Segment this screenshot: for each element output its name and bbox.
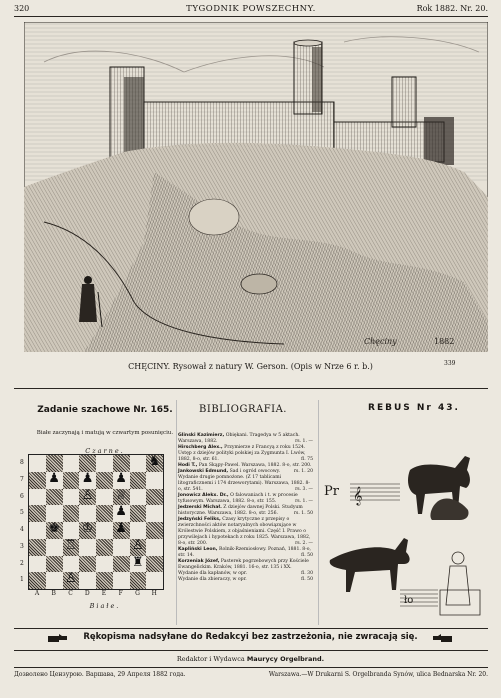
chess-piece: ♙: [81, 487, 94, 503]
entry-author: Glinski Kazimierz,: [178, 433, 225, 438]
entry-text: Obiękani. Tragedya w 5 aktach. Warszawa, 1882.: [178, 433, 300, 444]
file-label: A: [34, 590, 40, 597]
chess-square: [130, 489, 147, 506]
chess-piece: ♖: [65, 537, 77, 553]
chess-piece: ♟: [115, 470, 127, 486]
chess-square: [96, 455, 113, 472]
entry-price: rs. 1. 20: [293, 469, 313, 474]
chess-square: [130, 455, 147, 472]
white-side-label: Białe.: [89, 602, 121, 610]
rank-label: 5: [20, 509, 24, 517]
chess-square: [113, 455, 130, 472]
svg-text:𝄞: 𝄞: [353, 486, 363, 505]
censorship-note: Дозволено Цензурою. Варшава, 29 Апреля 1882 года.: [14, 671, 186, 678]
issue-number: Rok 1882. Nr. 20.: [416, 4, 488, 13]
chess-square: [146, 572, 163, 589]
rank-label: 4: [20, 526, 24, 533]
chess-problem-title: Zadanie szachowe Nr. 165.: [37, 405, 173, 415]
chess-square: [79, 539, 96, 556]
file-label: G: [135, 590, 140, 597]
chess-square: [96, 505, 113, 522]
bibliography-entry: [178, 493, 313, 505]
chess-square: [63, 505, 80, 522]
rebus-syllable-2: ło: [404, 595, 414, 606]
chess-square: [146, 522, 163, 539]
chess-square: [130, 472, 147, 489]
donkey-illustration: [408, 456, 470, 520]
entry-author: Jankowski Edmund,: [178, 469, 229, 474]
bibliography-entry: [178, 469, 313, 493]
entry-text: Czasy krytyczne z przepisy o zwierzchności aktów notaryalnych obowiązujące w Królestwie Polskiem, z objaśnieniami. Część I. Prawo o przywilejach i hypotekach z roku 1825. Warszawa, 1882, 8-o, str. 200.: [178, 517, 311, 546]
chess-piece: ♟: [115, 521, 127, 536]
entry-author: Kapliński Leon,: [178, 547, 218, 552]
entry-text: Przymierze z Francyą z roku 1524. Ustęp z dziejów polityki polskiej za Zygmunta I. Lwów, 1882, 8-o, str. 61.: [178, 445, 306, 462]
chess-square: [79, 455, 96, 472]
entry-price: rs. 2. —: [295, 541, 313, 546]
chess-piece: ♙: [65, 571, 77, 587]
chess-square: [79, 572, 96, 589]
chess-square: [29, 505, 46, 522]
editor-rule: [14, 650, 488, 651]
entry-price: fl. 50: [301, 553, 313, 558]
entry-price: fl. 30: [301, 571, 313, 576]
chess-square: [96, 522, 113, 539]
woman-illustration: [440, 552, 480, 615]
rank-label: 8: [20, 459, 24, 466]
printer-note: Warszawa.—W Drukarni S. Orgelbranda Synów, ulica Bednarska Nr. 20.: [268, 671, 488, 678]
file-label: C: [68, 590, 73, 597]
chess-piece: ♟: [81, 470, 94, 486]
chess-piece: ♟: [115, 504, 127, 520]
black-side-label: Czarne.: [85, 447, 125, 455]
chess-square: [46, 556, 63, 573]
chess-square: [29, 472, 46, 489]
editor-name: Maurycy Orgelbrand.: [246, 655, 325, 663]
artist-signature: Chęciny: [364, 337, 397, 346]
entry-text: Wydanie dla zbieraczy, w opr.: [178, 577, 247, 582]
entry-text: Rolnik-Rzemiosłowy. Poznań, 1881. 8-o, str. 14.: [178, 547, 312, 558]
chess-piece: ♕: [115, 487, 127, 503]
entry-price: fl. 50: [301, 577, 313, 582]
chess-square: [113, 572, 130, 589]
entry-text: Pasterek pogrzebowych przy Kościele Ewangelickim. Kraków, 1881. 16-o, str. 135 i XX. Wydanie dla kapłanów, w opr.: [178, 559, 309, 576]
page-header: [14, 4, 488, 16]
bibliography-entry: [178, 433, 313, 445]
wolf-illustration: [330, 538, 410, 592]
entry-author: Korzeniak Józef,: [178, 559, 220, 564]
music-staff: [350, 484, 400, 506]
chess-square: [96, 556, 113, 573]
chess-square: [63, 489, 80, 506]
chess-square: [79, 505, 96, 522]
entry-price: rs. 3. —: [295, 487, 313, 492]
bibliography-list: [178, 433, 313, 583]
chess-square: [96, 572, 113, 589]
chess-board: [28, 454, 164, 590]
rebus-syllable-1: Pr: [324, 484, 339, 499]
file-label: B: [51, 590, 56, 597]
chess-square: [146, 556, 163, 573]
chess-square: [146, 505, 163, 522]
chess-square: [29, 572, 46, 589]
chess-square: [96, 472, 113, 489]
entry-author: Jonowicz Alekx. Dr.,: [178, 493, 229, 498]
rank-label: 1: [20, 576, 24, 584]
chess-piece: ♔: [81, 521, 94, 536]
chess-piece: ♜: [132, 554, 144, 570]
bibliography-entry: [178, 517, 313, 547]
chess-piece: ♙: [132, 537, 144, 553]
plate-number: 339: [444, 360, 456, 367]
entry-text: O falowaniach i t. w procesie tyfusowym. Warszawa, 1882. 8-o, str. 155.: [178, 493, 298, 504]
bibliography-entry: [178, 445, 313, 463]
file-label: E: [101, 590, 107, 597]
editor-line: [0, 655, 501, 663]
chess-square: [46, 489, 63, 506]
bibliography-entry: [178, 559, 313, 577]
chess-square: [46, 455, 63, 472]
chess-square: [29, 455, 46, 472]
notice-rule: [14, 628, 488, 629]
chess-square: [46, 505, 63, 522]
chess-square: [29, 539, 46, 556]
chess-square: [96, 489, 113, 506]
column-separator: [318, 400, 319, 625]
manuscript-notice: Rękopisma nadsyłane do Redakcyi bez zastrzeżonia, nie zwracają się.: [83, 632, 418, 642]
pointing-hand-icon: [432, 630, 454, 649]
chess-square: [63, 522, 80, 539]
file-label: D: [84, 590, 90, 597]
header-rule: [14, 16, 488, 17]
entry-text: Z dziejów dawnej Polski. Studyum historyczne. Warszawa, 1882. 8-o, str. 256.: [178, 505, 303, 516]
entry-price: rs. 1. —: [295, 439, 313, 444]
chess-piece: ♚: [48, 521, 60, 536]
entry-author: Jedzyński Feliks,: [178, 517, 221, 522]
chess-square: [79, 556, 96, 573]
footer-rule: [14, 667, 488, 668]
chess-problem-instruction: Białe zaczynają i matują w czwartym posunięciu.: [36, 430, 174, 436]
chess-square: [146, 489, 163, 506]
chess-square: [130, 572, 147, 589]
chess-square: [113, 556, 130, 573]
chess-square: [46, 572, 63, 589]
bibliography-entry: [178, 547, 313, 559]
date-mark: 1882: [434, 337, 455, 346]
entry-price: rs. 1. —: [295, 499, 313, 504]
chess-square: [29, 556, 46, 573]
chess-square: [46, 539, 63, 556]
chess-square: [63, 556, 80, 573]
bibliography-entry: [178, 577, 313, 583]
illustration-caption: CHĘCINY. Rysował z natury W. Gerson. (Opis w Nrze 6 r. b.): [128, 362, 373, 371]
entry-author: Hodi T.,: [178, 463, 198, 468]
section-rule: [14, 388, 488, 389]
chess-square: [113, 539, 130, 556]
chess-square: [146, 539, 163, 556]
entry-text: Pan Skąpy-Pawel. Warszawa, 1882. 8-o, str. 200.: [198, 463, 312, 468]
chess-square: [96, 539, 113, 556]
entry-price: fl. 75: [301, 457, 313, 462]
rank-label: 3: [20, 542, 24, 550]
bibliography-title: BIBLIOGRAFIA.: [199, 404, 287, 415]
chess-square: [29, 522, 46, 539]
rank-label: 2: [20, 559, 24, 567]
chess-square: [63, 455, 80, 472]
rank-label: 6: [20, 492, 24, 500]
masthead-title: TYGODNIK POWSZECHNY.: [186, 4, 316, 14]
chess-piece: ♞: [148, 454, 161, 469]
entry-author: Hirschberg Alex.,: [178, 445, 223, 450]
castle-engraving: [24, 22, 488, 352]
file-label: H: [151, 590, 157, 597]
rank-label: 7: [20, 475, 24, 483]
rebus-title: REBUS Nr 43.: [368, 403, 460, 413]
chess-piece: ♟: [48, 470, 60, 486]
file-label: F: [118, 590, 123, 597]
entry-author: Jedzerski Michał.: [178, 505, 222, 510]
chess-square: [130, 522, 147, 539]
page-number: 320: [14, 4, 30, 13]
chess-square: [29, 489, 46, 506]
chess-square: [130, 505, 147, 522]
chess-square: [146, 472, 163, 489]
chess-square: [63, 472, 80, 489]
entry-price: rs. 1. 50: [293, 511, 313, 516]
rebus-puzzle: [320, 440, 490, 620]
bibliography-entry: [178, 505, 313, 517]
entry-text: Sad i ogród owocowy. Wydanie drugie pomnożone. (Z 17 tablicami litograficznemi i 174 drzeworytami). Warszawa, 1882. 8-o, str. 541.: [178, 469, 310, 492]
editor-label: Redaktor i Wydawca: [176, 655, 245, 663]
